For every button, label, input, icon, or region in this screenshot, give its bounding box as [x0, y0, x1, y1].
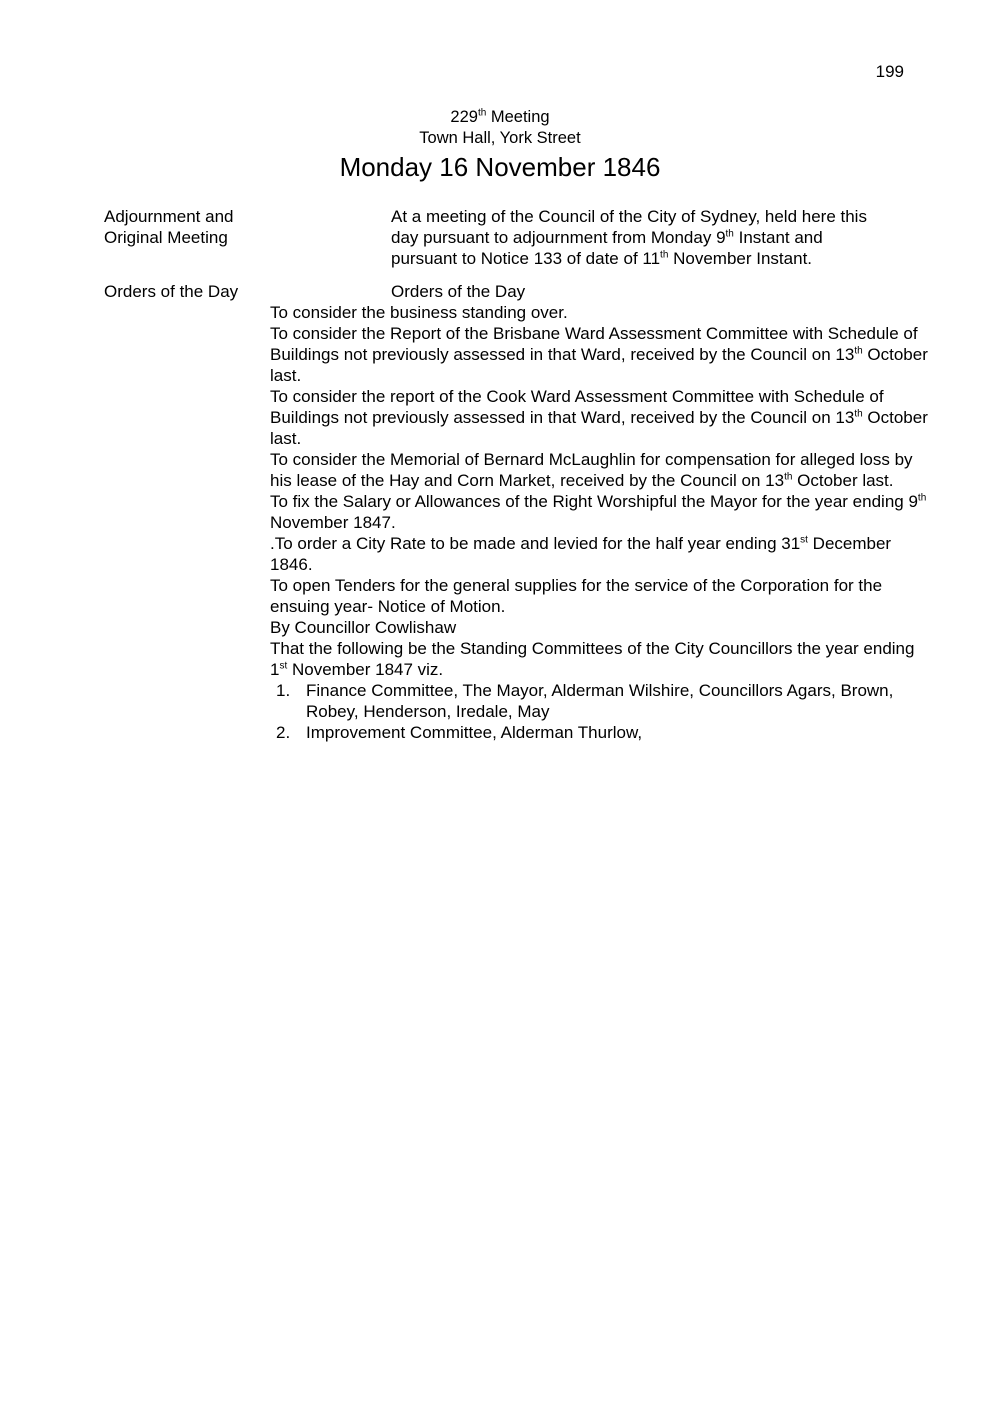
text-run: November 1847 viz. — [287, 660, 444, 679]
text-run: To consider the Report of the Brisbane Ward Assessment Committee with Schedule of Buildings not previously assessed in that Ward, received by the Council on 13 — [270, 324, 918, 364]
committee-list — [270, 680, 930, 743]
committee-number: 2. — [276, 723, 291, 742]
text-run: .To order a City Rate to be made and levied for the half year ending 31 — [270, 534, 801, 553]
ordinal-suffix: th — [660, 249, 669, 261]
ordinal-suffix: st — [800, 534, 808, 546]
committee-item — [270, 680, 930, 722]
committee-number: 1. — [276, 681, 291, 700]
ordinal-suffix: st — [279, 660, 288, 672]
order-item — [270, 491, 930, 533]
order-item: By Councillor Cowlishaw — [270, 618, 457, 637]
ordinal-suffix: th — [854, 408, 863, 420]
text-run: October last. — [270, 408, 928, 448]
ordinal-suffix: th — [784, 471, 793, 483]
orders-list — [270, 302, 930, 743]
meeting-location: Town Hall, York Street — [419, 129, 581, 147]
meeting-date-title: Monday 16 November 1846 — [339, 152, 661, 182]
text-run: October last. — [792, 471, 894, 490]
margin-note-line: Original Meeting — [104, 228, 228, 247]
text-run: That the following be the Standing Committees of the City Councillors the year ending 1 — [270, 639, 915, 679]
order-item: To consider the business standing over. — [270, 303, 568, 322]
order-item — [270, 638, 930, 680]
text-run: October last. — [270, 345, 928, 385]
text-run: To consider the report of the Cook Ward Assessment Committee with Schedule of Buildings not previously assessed in that Ward, received by the Council on 13 — [270, 387, 884, 427]
paragraph-line — [391, 248, 921, 269]
meeting-number-suffix: th — [477, 107, 487, 119]
meeting-header — [0, 107, 1000, 185]
meeting-number-line — [0, 107, 1000, 128]
text-run: December 1846. — [270, 534, 892, 574]
page-number: 199 — [875, 62, 904, 81]
meeting-number: 229 — [450, 108, 478, 126]
margin-note-orders: Orders of the Day — [104, 282, 239, 301]
committee-item — [270, 722, 930, 743]
text-run: November Instant. — [668, 249, 813, 268]
margin-note-adjournment — [104, 206, 264, 248]
paragraph-line: At a meeting of the Council of the City of Sydney, held here this — [391, 207, 867, 226]
order-item — [270, 386, 930, 449]
text-run: To fix the Salary or Allowances of the Right Worshipful the Mayor for the year ending 9 — [270, 492, 918, 511]
text-run: pursuant to Notice 133 of date of 11 — [391, 249, 661, 268]
committee-text: Improvement Committee, Alderman Thurlow, — [306, 723, 643, 742]
orders-heading: Orders of the Day — [391, 282, 526, 301]
ordinal-suffix: th — [917, 492, 927, 504]
order-item — [270, 323, 930, 386]
order-item: To open Tenders for the general supplies for the service of the Corporation for the ensuing year- Notice of Motion. — [270, 576, 883, 616]
order-item — [270, 449, 930, 491]
meeting-word: Meeting — [486, 108, 550, 126]
paragraph-line — [391, 227, 921, 248]
ordinal-suffix: th — [725, 228, 734, 240]
order-item — [270, 533, 930, 575]
text-run: day pursuant to adjournment from Monday 9 — [391, 228, 726, 247]
ordinal-suffix: th — [854, 345, 863, 357]
adjournment-paragraph — [391, 206, 921, 269]
text-run: November 1847. — [270, 513, 396, 532]
committee-text: Finance Committee, The Mayor, Alderman Wilshire, Councillors Agars, Brown, Robey, Henderson, Iredale, May — [306, 681, 894, 721]
text-run: To consider the Memorial of Bernard McLaughlin for compensation for alleged loss by his lease of the Hay and Corn Market, received by the Council on 13 — [270, 450, 913, 490]
text-run: Instant and — [733, 228, 823, 247]
margin-note-line: Adjournment and — [104, 207, 234, 226]
